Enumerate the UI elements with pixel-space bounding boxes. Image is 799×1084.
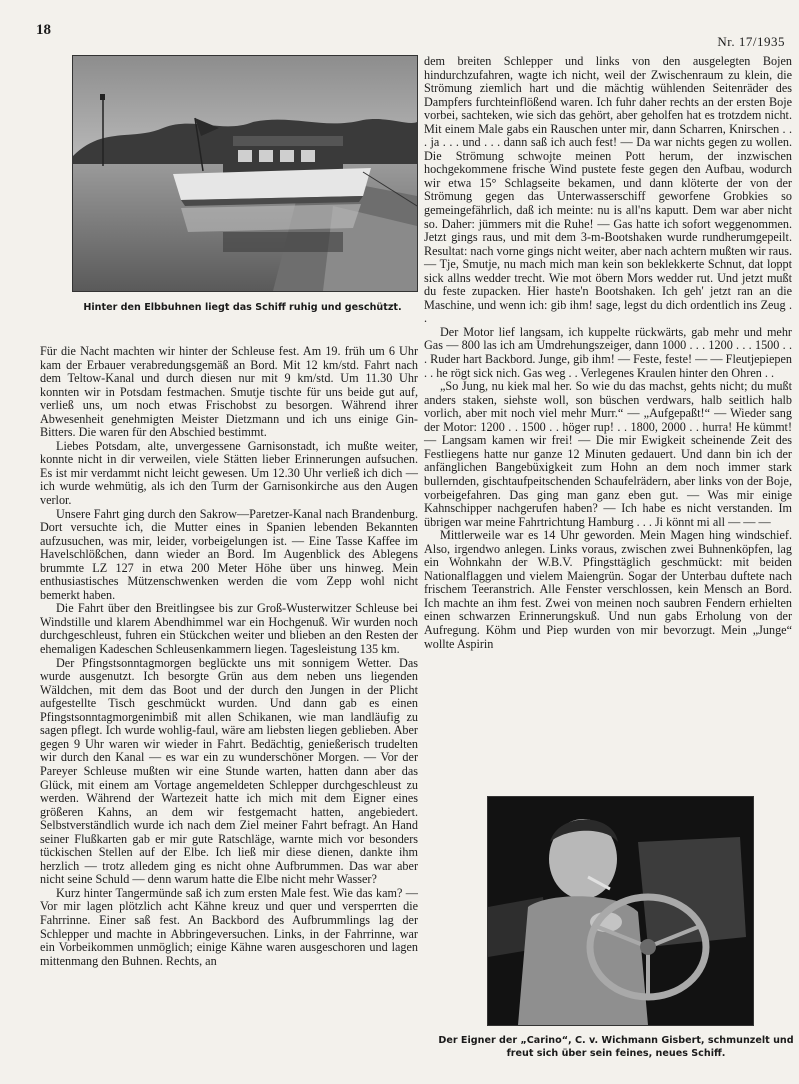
paragraph: Die Fahrt über den Breitlingsee bis zur Groß-Wusterwitzer Schleuse bei Windstille und klarem Abendhimmel war ein Hochgenuß. Wir wurden noch durchgeschleust, fuhren ein Stückchen weiter und blieben an den Resten der ehemaligen Kadeschen Schleusenkammern liegen. Tagesleistung 135 km. (40, 601, 418, 657)
paragraph: Mittlerweile war es 14 Uhr geworden. Mein Magen hing windschief. Also, irgendwo anlegen. Links voraus, zwischen zwei Buhnenköpfen, lag ein Wohnkahn der W.B.V. Pfingsttäglich geschmückt: mit beiden Nationalflaggen und vielem Maiengrün. Sogar der Unterbau duftete nach frischem Teeranstrich. Alle Fenster verschlossen, kein Mensch an Bord. Ich machte an ihm fest. Zwei von meinen noch saubren Fendern erhielten einen schwarzen Erinnerungskuß. Und nun gabs Erholung von der Aufregung. Köhm und Piep wurden von mir bevorzugt. Mein „Junge“ wollte Aspirin (424, 528, 792, 651)
owner-photo-image (488, 797, 753, 1025)
paragraph: Kurz hinter Tangermünde saß ich zum ersten Male fest. Wie das kam? — Vor mir lagen plötzlich acht Kähne kreuz und quer und versperrten die Fahrrinne. Einer saß fest. An Backbord des Aufbrummlings lag der Schlepper und machte in Abbringeversuchen. Links, in der Fahrrinne, war ein Vorbeikommen unmöglich; einige Kähne waren ausgeschoren und lagen mittenmang den Buhnen. Rechts, an (40, 885, 418, 968)
paragraph: Für die Nacht machten wir hinter der Schleuse fest. Am 19. früh um 6 Uhr kam der Erbauer verabredungsgemäß an Bord. Mit 12 km/std. Fahrt nach dem Teltow-Kanal und durch diesen nur mit 9 km/std. Um 11.30 Uhr konnten wir in Potsdam festmachen. Smutje tischte für uns beide gut auf, verließ uns, um noch etwas Frischobst zu besorgen. Während ihrer Abwesenheit genehmigten Meister Dietzmann und ich uns einige Gin-Bitters. Die waren für den Abschied bestimmt. (40, 344, 418, 440)
article-column-left (40, 345, 418, 968)
paragraph: dem breiten Schlepper und links von den ausgelegten Bojen hindurchzufahren, wagte ich nicht, weil der Zwischenraum zu klein, die Strömung ziemlich hart und die mächtig wühlenden Seitenräder des Dampfers furchteinflößend waren. Ich fuhr daher rechts an der ersten Boje vorbei, sachteken, wie sich das gehört, aber geholfen hat es trotzdem nicht. Mit einem Male gabs ein Rauschen unter mir, dann Scharren, Knirschen . . . ja . . . und . . . dann saß ich auch fest! — Da war nichts gegen zu wollen. Die Strömung schwojte meinen Pott herum, der inzwischen hochgekommene frische Wind pustete feste gegen den Aufbau, wodurch wir etwa 15° Schlagseite bekamen, und dann klöterte der von der Strömung gegen das Unterwasserschiff geworfene Grobkies so gemeingefährlich, daß ich meinte: nu is all'ns kaputt. Dem war aber nicht so. Daher: jümmers mit die Ruhe! — Gas hatte ich sofort weggenommen. Jetzt gings raus, und mit dem 3-m-Bootshaken wurde rundherumgepeilt. Resultat: nach vorne gings nicht weiter, aber nach achtern mußten wir raus. — Tje, Smutje, nu mach mich man kein son beklekkerte Schnut, dat loppt sick allns wedder trecht. Wie mot öbern Mors wedder rut. Und jetzt mußt du feste zupacken. Hier haste'n Bootshaken. Ich geh' jetzt ran an die Maschine, und wenn ich: gib ihm! sage, legst du dich ordentlich ins Zeug . . (424, 54, 792, 326)
boat-photo-image (73, 56, 417, 291)
paragraph: Unsere Fahrt ging durch den Sakrow—Paretzer-Kanal nach Brandenburg. Dort versuchte ich, die Mutter eines in Spanien lebenden Bekannten aufzusuchen, was mir, leider, vorbeigelungen ist. — Eine Tasse Kaffee im Havelschlößchen, dann wieder an Bord. Im Augenblick des Ablegens brummte LZ 127 in etwa 200 Meter Höhe über uns hinweg. Mein enthusiastisches Mützenschwenken werden die vom Zepp wohl nicht bemerkt haben. (40, 506, 418, 602)
boat-photo-caption: Hinter den Elbbuhnen liegt das Schiff ruhig und geschützt. (83, 302, 402, 313)
issue-number: Nr. 17/1935 (717, 34, 785, 49)
page-number: 18 (36, 22, 51, 38)
paragraph: Der Pfingstsonntagmorgen beglückte uns mit sonnigem Wetter. Das wurde ausgenutzt. Ich besorgte Grün aus dem neben uns liegenden Wäldchen, mit dem das Boot und der durch den Jungen in der Plicht aufgestellte Tisch geschmückt wurden. Und dann gab es einen Pfingstsonntagmorgenimbiß mit allen Schikanen, wie man landläufig zu sagen pflegt. Ich wurde wohlig-faul, wäre am liebsten liegen geblieben. Aber gegen 9 Uhr waren wir wieder in Fahrt. Bedächtig, genießerisch trudelten wir durch den Kanal — es war ein zu wunderschöner Morgen. — Vor der Pareyer Schleuse mußten wir eine Stunde warten, hatten dann aber das Glück, mit einem am Vortage angemeldeten Schlepper durchgeschleust zu werden. Während der Wartezeit hatte ich mich mit dem Eigner eines größeren Kahns, an dem wir festgemacht hatten, angebiedert. Selbstverständlich wurde ich nach dem Ziel meiner Fahrt befragt. An Hand seiner Flußkarten gab er mir gute Ratschläge, warnte mich vor besonders tückischen Stellen auf der Elbe. Ich ließ mir diese dienen, dankte ihm herzlich — trotz alledem ging es nicht ohne Aufbrummen. Das war aber nicht seine Schuld — denn warum hatte die Elbe nicht mehr Wasser? (40, 655, 418, 887)
owner-photo-caption: Der Eigner der „Carino“, C. v. Wichmann Gisbert, schmunzelt und freut sich über sein feines, neues Schiff. (438, 1035, 794, 1059)
article-column-right (424, 55, 792, 651)
paragraph: Liebes Potsdam, alte, unvergessene Garnisonstadt, ich mußte weiter, konnte nicht in dir verweilen, viele Stätten lieber Erinnerungen aufsuchen. Es ist mir verdammt nicht leicht gewesen. Um 12.30 Uhr verließ ich dich — ich wurde wehmütig, als ich den Turm der Garnisonkirche aus den Augen verlor. (40, 438, 418, 508)
paragraph: Der Motor lief langsam, ich kuppelte rückwärts, gab mehr und mehr Gas — 800 las ich am Umdrehungszeiger, dann 1000 . . . 1200 . . . 1500 . . . Ruder hart Backbord. Junge, gib ihm! — Feste, feste! — — Fleutjepiepen . . he rögt sick nich. Gas weg . . Verlegenes Kraulen hinter den Ohren . . (424, 324, 792, 380)
paragraph: „So Jung, nu kiek mal her. So wie du das machst, gehts nicht; du mußt anders staken, siehste woll, son büschen verdwars, halb seitlich halb vorlich, aber mit noch viel mehr Murr.“ — „Aufgepaßt!“ — Wieder sang der Motor: 1200 . . 1500 . . höger rup! . . 1800, 2000 . . hurra! He kümmt! — Langsam kamen wir frei! — Die mir Ewigkeit scheinende Zeit des Festliegens hatte nur ganze 12 Minuten gedauert. Und dann bin ich der anfänglichen Bangebüxigkeit zum Hohn an dem noch immer stark bullernden, gischtaufpeitschenden Schaufelrädern, aber links von der Boje, vorbeigefahren. Das ging man ganz eben gut. — Was mir einige Kahnschipper nachgerufen haben? — Ich habe es nicht verstanden. Im übrigen war meine Fahrtrichtung Hamburg . . . Ji könnt mi all — — — (424, 379, 792, 529)
boat-photo (72, 55, 418, 292)
owner-photo (487, 796, 754, 1026)
